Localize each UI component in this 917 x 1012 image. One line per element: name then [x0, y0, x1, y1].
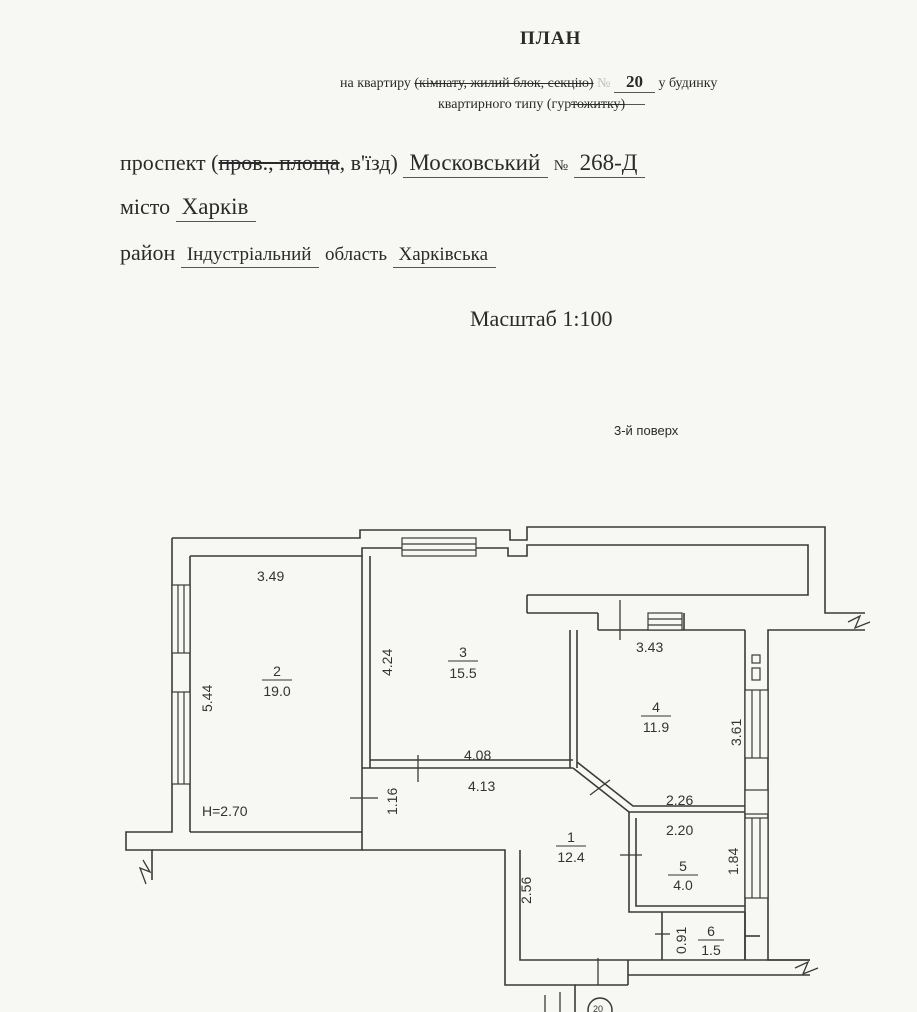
street-line: проспект (пров., площа, в'їзд) Московський № 268-Д — [120, 150, 645, 178]
room-2-number: 2 — [273, 663, 281, 679]
street-name: Московський — [403, 150, 548, 178]
bottom-wall — [362, 850, 575, 1012]
room-1-area: 12.4 — [557, 849, 585, 865]
dim-5-44: 5.44 — [199, 684, 215, 712]
apartment-suffix: у будинку — [658, 76, 718, 91]
room-2-area: 19.0 — [263, 683, 291, 699]
walls — [126, 527, 865, 1012]
dim-0-91: 0.91 — [673, 926, 689, 954]
room-1-number: 1 — [567, 829, 575, 845]
ceiling-height: H=2.70 — [202, 803, 248, 819]
room-4-area: 11.9 — [642, 719, 670, 735]
district-value: Індустріальний — [181, 244, 320, 268]
house-number-label: № — [553, 158, 569, 174]
dim-1-16: 1.16 — [384, 787, 400, 815]
floor-label: 3-й поверх — [614, 423, 679, 438]
room-6-area: 1.5 — [701, 942, 721, 958]
dim-3-49: 3.49 — [257, 568, 285, 584]
window-room-4-top — [648, 613, 682, 630]
room-labels — [262, 644, 724, 958]
dim-2-56: 2.56 — [518, 876, 534, 904]
house-number: 268-Д — [574, 150, 646, 178]
window-room-2-left-lower — [172, 692, 190, 784]
windows — [172, 538, 768, 898]
window-room-3-top — [402, 538, 476, 556]
dim-2-26: 2.26 — [666, 792, 694, 808]
window-room-2-left-upper — [172, 585, 190, 653]
dim-3-43: 3.43 — [636, 639, 664, 655]
dim-2-20: 2.20 — [666, 822, 694, 838]
right-wall — [768, 630, 865, 960]
document-title: ПЛАН — [520, 28, 582, 49]
district-label: район — [120, 240, 176, 265]
stair-mark-number: 20 — [593, 1004, 604, 1012]
street-type-tail: , в'їзд) — [339, 150, 398, 175]
region-value: Харківська — [393, 244, 497, 268]
building-type-struck: тожитку) — [571, 97, 626, 112]
window-room-4-right — [745, 690, 768, 758]
region-label: область — [324, 244, 387, 265]
room-5-area: 4.0 — [673, 877, 693, 893]
apartment-struck-options: (кімнату, жилий блок, секцію) — [414, 76, 594, 91]
dim-4-08: 4.08 — [464, 747, 492, 763]
street-struck-options: пров., площа — [218, 150, 340, 175]
left-wall — [126, 538, 172, 880]
city-value: Харків — [176, 194, 257, 222]
apartment-prefix: на квартиру — [340, 76, 411, 91]
street-type: проспект — [120, 150, 206, 175]
window-room-4-right-lower — [745, 790, 768, 814]
room-5-number: 5 — [679, 858, 687, 874]
room-3-area: 15.5 — [449, 665, 477, 681]
dim-4-24: 4.24 — [379, 648, 395, 676]
apartment-number-label: № — [597, 76, 611, 91]
apartment-number: 20 — [614, 72, 655, 93]
room-3-number: 3 — [459, 644, 467, 660]
room-4-number: 4 — [652, 699, 660, 715]
city-label: місто — [120, 194, 171, 219]
room-6-number: 6 — [707, 923, 715, 939]
scale-label: Масштаб 1:100 — [470, 306, 613, 331]
dim-1-84: 1.84 — [725, 847, 741, 875]
window-room-5-right — [745, 818, 768, 898]
dim-3-61: 3.61 — [728, 718, 744, 746]
dim-4-13: 4.13 — [468, 778, 496, 794]
building-type-text: квартирного типу (гур — [438, 97, 572, 112]
